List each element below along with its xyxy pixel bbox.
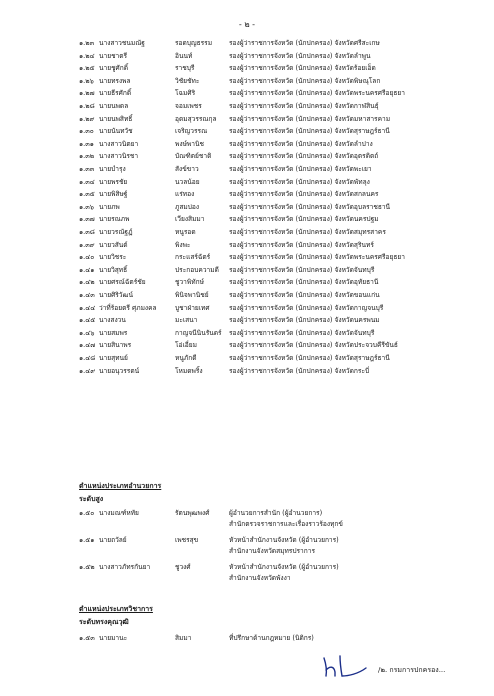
item-number: ๑.๕๑: [79, 536, 95, 544]
item-name: นายธีรศักดิ์: [99, 89, 132, 98]
item-position-office: สำนักตรวจราชการและเรื่องราวร้องทุกข์: [229, 520, 343, 528]
item-number: ๑.๒๖: [79, 76, 94, 85]
list-item: [79, 509, 419, 529]
item-name: นายศิริวัฒน์: [99, 291, 133, 299]
item-surname: ประกอบความดี: [175, 265, 219, 274]
item-number: ๑.๒๙: [79, 114, 95, 123]
item-position: รองผู้ว่าราชการจังหวัด (นักปกครอง) จังหวัดลำปาง: [229, 139, 373, 148]
item-position-office: สำนักงานจังหวัดสมุทรปราการ: [229, 547, 315, 555]
item-name: ว่าที่ร้อยตรี ศุภมงคล: [99, 303, 157, 312]
list-item: [79, 215, 449, 224]
item-position: รองผู้ว่าราชการจังหวัด (นักปกครอง) จังหวัดอุบลราชธานี: [229, 202, 391, 211]
list-item: [79, 39, 449, 48]
item-surname: รอดบุญธรรม: [175, 39, 213, 47]
item-name: นายวิสุทธิ์: [99, 265, 128, 274]
list-item: [79, 115, 449, 124]
list-item: [79, 329, 449, 338]
item-name: นางสาวชนมณัฐ: [99, 39, 145, 47]
item-position: หัวหน้าสำนักงานจังหวัด (ผู้อำนวยการ): [229, 536, 339, 544]
item-number: ๑.๒๕: [79, 64, 95, 73]
item-position: หัวหน้าสำนักงานจังหวัด (ผู้อำนวยการ): [229, 563, 339, 571]
item-surname: เจริญวรรณ: [175, 127, 208, 136]
item-number: ๑.๓๘: [79, 228, 95, 236]
item-name: นางสาวนิตยา: [99, 139, 139, 148]
item-number: ๑.๓๖: [79, 202, 94, 211]
list-item: [79, 278, 449, 287]
item-number: ๑.๓๑: [79, 139, 94, 148]
page-number: - ๒ -: [238, 20, 256, 29]
item-name: นายนพดล: [99, 102, 129, 110]
item-number: ๑.๔๗: [79, 341, 96, 350]
item-position: รองผู้ว่าราชการจังหวัด (นักปกครอง) จังหวัดพระนครศรีอยุธยา: [229, 89, 405, 98]
item-position: รองผู้ว่าราชการจังหวัด (นักปกครอง) จังหวัดสุราษฎร์ธานี: [229, 127, 390, 136]
list-item: [79, 127, 449, 136]
item-number: ๑.๕๓: [79, 634, 95, 642]
list-item: [79, 367, 449, 376]
item-name: นายนพสิทธิ์: [99, 114, 133, 123]
item-position: รองผู้ว่าราชการจังหวัด (นักปกครอง) จังหวัดพิษณุโลก: [229, 76, 381, 85]
item-name: นายพิสิษฐ์: [99, 190, 128, 199]
item-surname: ชูวงศ์: [175, 563, 191, 571]
section-heading-academic: ตำแหน่งประเภทวิชาการ: [79, 605, 153, 613]
item-surname: หนูภักดี: [175, 354, 197, 362]
continuation-note: /๒. กรมการปกครอง...: [378, 666, 446, 674]
item-position: รองผู้ว่าราชการจังหวัด (นักปกครอง) จังหวัดสกลนคร: [229, 190, 379, 199]
item-name: นางสงวน: [99, 316, 126, 325]
list-item: [79, 241, 449, 250]
list-item: [79, 77, 449, 86]
item-surname: พินิจพานิชย์: [175, 291, 209, 299]
item-position: รองผู้ว่าราชการจังหวัด (นักปกครอง) จังหวัดกาญจนบุรี: [229, 303, 384, 312]
item-surname: เพชรสุข: [175, 536, 199, 544]
item-position: รองผู้ว่าราชการจังหวัด (นักปกครอง) จังหวัดลำพูน: [229, 51, 371, 60]
list-item: [79, 102, 449, 111]
item-surname: โหมดพริ้ง: [175, 366, 203, 375]
item-name: นายศรณ์ฉัตร์ชัย: [99, 278, 146, 287]
item-position: รองผู้ว่าราชการจังหวัด (นักปกครอง) จังหวัดพระนครศรีอยุธยา: [229, 253, 405, 262]
item-surname: สิมมา: [175, 634, 192, 642]
item-position: รองผู้ว่าราชการจังหวัด (นักปกครอง) จังหวัดกระบี่: [229, 366, 370, 375]
item-position: รองผู้ว่าราชการจังหวัด (นักปกครอง) จังหวัดนครพนม: [229, 316, 380, 325]
item-name: นายมานะ: [99, 634, 128, 642]
item-name: นางสาวนิรชา: [99, 152, 139, 161]
item-surname: กระแสร์ฉัตร์: [175, 253, 211, 262]
list-item: [79, 304, 449, 313]
item-surname: หนูรอด: [175, 228, 196, 236]
item-number: ๑.๒๔: [79, 51, 95, 60]
item-surname: ภูสมบ่อง: [175, 202, 200, 211]
item-position: รองผู้ว่าราชการจังหวัด (นักปกครอง) จังหวัดพัทลุง: [229, 177, 370, 186]
item-name: นายวิชระ: [99, 253, 127, 262]
list-item: [79, 52, 449, 61]
item-position: รองผู้ว่าราชการจังหวัด (นักปกครอง) จังหวัดสมุทรสาคร: [229, 228, 386, 236]
item-number: ๑.๔๔: [79, 303, 96, 312]
item-position: รองผู้ว่าราชการจังหวัด (นักปกครอง) จังหวัดพะเยา: [229, 165, 372, 173]
item-position: รองผู้ว่าราชการจังหวัด (นักปกครอง) จังหวัดจันทบุรี: [229, 328, 375, 337]
section-heading-executive: ตำแหน่งประเภทอำนวยการ: [79, 482, 162, 490]
item-position: รองผู้ว่าราชการจังหวัด (นักปกครอง) จังหวัดมหาสารคาม: [229, 114, 391, 123]
item-number: ๑.๔๐: [79, 253, 95, 262]
item-name: นายสุทนย์: [99, 354, 128, 362]
item-name: นายวสันต์: [99, 240, 128, 249]
item-surname: จอมเพชร: [175, 102, 202, 110]
list-item: [79, 563, 419, 583]
list-item: [79, 89, 449, 98]
item-surname: กาญจนีนินรันดร์: [175, 328, 222, 337]
item-number: ๑.๔๓: [79, 291, 95, 299]
item-surname: ชูวาพิทักษ์: [175, 278, 204, 287]
list-item: [79, 316, 449, 325]
item-surname: พงษ์พานิช: [175, 139, 204, 148]
item-number: ๑.๓๔: [79, 177, 95, 186]
list-item: [79, 536, 419, 556]
item-number: ๑.๔๑: [79, 265, 95, 274]
item-surname: ราชบุรี: [175, 64, 195, 73]
item-name: นายสมพร: [99, 328, 128, 337]
item-surname: อินนท์: [175, 51, 193, 60]
item-name: นายพรชัย: [99, 177, 128, 186]
item-position: รองผู้ว่าราชการจังหวัด (นักปกครอง) จังหวัดกาฬสินธุ์: [229, 102, 379, 110]
item-position: รองผู้ว่าราชการจังหวัด (นักปกครอง) จังหวัดจันทบุรี: [229, 265, 375, 274]
item-surname: โฉมศิริ: [175, 89, 196, 98]
item-position: รองผู้ว่าราชการจังหวัด (นักปกครอง) จังหวัดสุราษฎร์ธานี: [229, 354, 390, 362]
item-surname: อุดมสุวรรณกุล: [175, 114, 217, 123]
item-name: นายสินาพร: [99, 341, 132, 350]
item-name: นางสาวภัทรกันยา: [99, 563, 151, 571]
item-position: รองผู้ว่าราชการจังหวัด (นักปกครอง) จังหวัดขอนแก่น: [229, 291, 380, 299]
item-number: ๑.๓๗: [79, 215, 95, 224]
item-surname: สังข์ขาว: [175, 165, 199, 173]
item-name: นายชาตรี: [99, 51, 128, 60]
item-number: ๑.๕๒: [79, 563, 95, 571]
item-surname: บูชาฝ่ายเทศ: [175, 303, 210, 312]
item-position: รองผู้ว่าราชการจังหวัด (นักปกครอง) จังหวัดนครปฐม: [229, 215, 379, 224]
list-item: [79, 253, 449, 262]
list-item: [79, 203, 449, 212]
list-item: [79, 64, 449, 73]
list-item: [79, 291, 449, 300]
item-number: ๑.๔๘: [79, 354, 96, 362]
item-number: ๑.๔๒: [79, 278, 95, 287]
list-item: [79, 634, 419, 644]
item-position: รองผู้ว่าราชการจังหวัด (นักปกครอง) จังหวัดอุตรดิตถ์: [229, 152, 379, 161]
item-name: นายบำรุง: [99, 165, 126, 173]
item-number: ๑.๒๗: [79, 89, 95, 98]
list-item: [79, 165, 449, 174]
item-name: นายวรณัฐฏ์: [99, 228, 133, 236]
section-level-senior: ระดับสูง: [79, 495, 104, 503]
item-surname: แร่ทอง: [175, 190, 195, 199]
item-number: ๑.๓๙: [79, 240, 95, 249]
item-name: นายนันทวัช: [99, 127, 133, 136]
item-name: นางมณฑ์หทัย: [99, 509, 139, 517]
item-position-office: สำนักงานจังหวัดพังงา: [229, 574, 291, 582]
item-number: ๑.๓๓: [79, 165, 95, 173]
item-position: รองผู้ว่าราชการจังหวัด (นักปกครอง) จังหวัดศรีสะเกษ: [229, 39, 380, 47]
item-number: ๑.๔๕: [79, 316, 96, 325]
item-surname: รัตนพุฒพงศ์: [175, 509, 210, 517]
list-item: [79, 190, 449, 199]
item-name: นายถวัลย์: [99, 536, 127, 544]
item-position: รองผู้ว่าราชการจังหวัด (นักปกครอง) จังหวัดสุรินทร์: [229, 240, 374, 249]
list-item: [79, 354, 449, 363]
list-item: [79, 341, 449, 350]
item-surname: นวลน้อย: [175, 177, 200, 186]
item-name: นายรณภพ: [99, 215, 130, 224]
list-item: [79, 152, 449, 161]
item-number: ๑.๔๙: [79, 366, 96, 375]
item-name: นายอนุวรรตน์: [99, 366, 140, 375]
item-number: ๑.๒๘: [79, 102, 95, 110]
item-position: รองผู้ว่าราชการจังหวัด (นักปกครอง) จังหวัดร้อยเอ็ด: [229, 64, 376, 73]
item-number: ๑.๓๒: [79, 152, 95, 161]
section-level-expert: ระดับทรงคุณวุฒิ: [79, 618, 129, 626]
item-number: ๑.๓๕: [79, 190, 95, 199]
signature-mark: [318, 652, 370, 680]
item-surname: วิชัยชัทะ: [175, 76, 200, 85]
item-position: ผู้อำนวยการสำนัก (ผู้อำนวยการ): [229, 509, 323, 517]
list-item: [79, 140, 449, 149]
item-number: ๑.๕๐: [79, 509, 95, 517]
item-surname: โอ่เอี่ยม: [175, 341, 197, 350]
item-name: นายชูศักดิ์: [99, 64, 129, 73]
item-surname: มะเสนา: [175, 316, 198, 325]
item-surname: บัณฑิตย์ชาติ: [175, 152, 212, 161]
item-surname: เวียงสิมมา: [175, 215, 205, 224]
list-item: [79, 266, 449, 275]
item-position: ที่ปรึกษาด้านกฎหมาย (นิติกร): [229, 634, 314, 642]
item-number: ๑.๔๖: [79, 328, 95, 337]
item-position: รองผู้ว่าราชการจังหวัด (นักปกครอง) จังหวัดประจวบคีรีขันธ์: [229, 341, 398, 350]
item-number: ๑.๒๓: [79, 39, 95, 47]
item-position: รองผู้ว่าราชการจังหวัด (นักปกครอง) จังหวัดอุทัยธานี: [229, 278, 379, 287]
item-number: ๑.๓๐: [79, 127, 94, 136]
list-item: [79, 228, 449, 237]
list-item: [79, 178, 449, 187]
item-surname: พิงพะ: [175, 240, 191, 249]
item-name: นายภพ: [99, 202, 120, 211]
item-name: นายทรงพล: [99, 76, 131, 85]
